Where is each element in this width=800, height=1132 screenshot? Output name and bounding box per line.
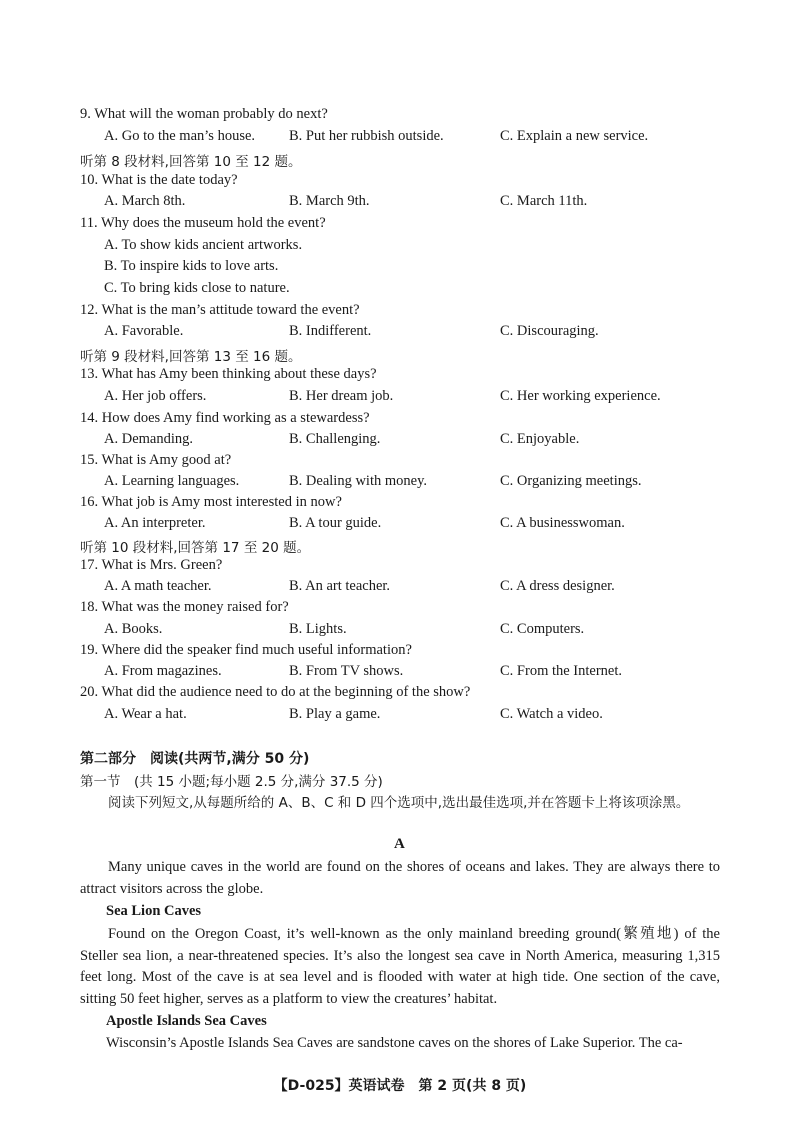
question-20-stem: 20. What did the audience need to do at the beginning of the show? [80, 684, 471, 700]
question-19-option-c: C. From the Internet. [500, 663, 623, 679]
question-17-options [0, 578, 800, 598]
question-12-option-b: B. Indifferent. [289, 323, 372, 339]
question-13-options [0, 388, 800, 408]
question-17-option-c: C. A dress designer. [500, 578, 615, 594]
question-14-option-c: C. Enjoyable. [500, 431, 580, 447]
question-10-option-a: A. March 8th. [104, 193, 186, 209]
question-20-option-b: B. Play a game. [289, 706, 381, 722]
paragraph-sea-lion-caves: Found on the Oregon Coast, it’s well-known as the only mainland breeding ground(繁殖地) of the Steller sea lion, a near-threatened species. It’s also the longest sea cave in North America, measuring 1,315 feet long. Most of the cave is at sea level and is flooded with water at high tide. One section of the cave, sitting 50 feet higher, serves as a platform to view the creatures’ habitat. [80, 926, 720, 1007]
section-9-instruction: 听第 9 段材料,回答第 13 至 16 题。 [80, 349, 302, 365]
part-2-title: 第二部分 阅读(共两节,满分 50 分) [80, 751, 310, 767]
question-11-option-c: C. To bring kids close to nature. [104, 280, 290, 296]
question-20-option-a: A. Wear a hat. [104, 706, 187, 722]
question-10-option-b: B. March 9th. [289, 193, 370, 209]
question-12-options [0, 323, 800, 343]
question-13-option-b: B. Her dream job. [289, 388, 394, 404]
question-18-option-b: B. Lights. [289, 621, 347, 637]
question-15-stem: 15. What is Amy good at? [80, 452, 232, 468]
heading-apostle-islands: Apostle Islands Sea Caves [106, 1013, 267, 1029]
question-15-options [0, 473, 800, 493]
paragraph-apostle-islands: Wisconsin’s Apostle Islands Sea Caves are sandstone caves on the shores of Lake Superior. The ca- [106, 1035, 683, 1051]
question-11-option-b: B. To inspire kids to love arts. [104, 258, 279, 274]
question-20-options [0, 706, 800, 726]
question-14-option-b: B. Challenging. [289, 431, 381, 447]
question-10-option-c: C. March 11th. [500, 193, 588, 209]
question-19-option-b: B. From TV shows. [289, 663, 404, 679]
question-10-stem: 10. What is the date today? [80, 172, 238, 188]
question-13-option-c: C. Her working experience. [500, 388, 661, 404]
question-11-stem: 11. Why does the museum hold the event? [80, 215, 326, 231]
question-15-option-c: C. Organizing meetings. [500, 473, 642, 489]
question-18-options [0, 621, 800, 641]
part-2-section-1: 第一节 (共 15 小题;每小题 2.5 分,满分 37.5 分) [80, 774, 383, 790]
question-9-option-a: A. Go to the man’s house. [104, 128, 256, 144]
question-19-option-a: A. From magazines. [104, 663, 222, 679]
question-9-option-c: C. Explain a new service. [500, 128, 649, 144]
passage-letter: A [394, 836, 405, 852]
question-17-stem: 17. What is Mrs. Green? [80, 557, 223, 573]
question-20-option-c: C. Watch a video. [500, 706, 603, 722]
question-19-stem: 19. Where did the speaker find much useful information? [80, 642, 412, 658]
question-14-options [0, 431, 800, 451]
section-8-instruction: 听第 8 段材料,回答第 10 至 12 题。 [80, 154, 302, 170]
question-18-option-c: C. Computers. [500, 621, 585, 637]
question-16-stem: 16. What job is Amy most interested in now? [80, 494, 342, 510]
question-16-option-a: A. An interpreter. [104, 515, 206, 531]
question-16-options [0, 515, 800, 535]
passage-intro: Many unique caves in the world are found on the shores of oceans and lakes. They are always there to attract visitors across the globe. [80, 859, 720, 897]
question-14-stem: 14. How does Amy find working as a stewardess? [80, 410, 370, 426]
question-18-stem: 18. What was the money raised for? [80, 599, 289, 615]
question-9-option-b: B. Put her rubbish outside. [289, 128, 444, 144]
question-17-option-a: A. A math teacher. [104, 578, 212, 594]
question-14-option-a: A. Demanding. [104, 431, 193, 447]
page-footer: 【D-025】英语试卷 第 2 页(共 8 页) [273, 1078, 527, 1094]
question-12-option-c: C. Discouraging. [500, 323, 599, 339]
question-9-stem: 9. What will the woman probably do next? [80, 106, 328, 122]
question-18-option-a: A. Books. [104, 621, 163, 637]
question-12-stem: 12. What is the man’s attitude toward the event? [80, 302, 360, 318]
question-16-option-c: C. A businesswoman. [500, 515, 625, 531]
question-16-option-b: B. A tour guide. [289, 515, 382, 531]
question-17-option-b: B. An art teacher. [289, 578, 391, 594]
section-10-instruction: 听第 10 段材料,回答第 17 至 20 题。 [80, 540, 311, 556]
question-11-option-a: A. To show kids ancient artworks. [104, 237, 303, 253]
question-10-options [0, 193, 800, 213]
question-15-option-b: B. Dealing with money. [289, 473, 427, 489]
part-2-instruction: 阅读下列短文,从每题所给的 A、B、C 和 D 四个选项中,选出最佳选项,并在答题卡上将该项涂黑。 [108, 795, 690, 811]
question-13-option-a: A. Her job offers. [104, 388, 207, 404]
question-13-stem: 13. What has Amy been thinking about these days? [80, 366, 377, 382]
question-12-option-a: A. Favorable. [104, 323, 184, 339]
question-15-option-a: A. Learning languages. [104, 473, 240, 489]
heading-sea-lion-caves: Sea Lion Caves [106, 903, 202, 919]
question-19-options [0, 663, 800, 683]
question-9-options [0, 128, 800, 148]
